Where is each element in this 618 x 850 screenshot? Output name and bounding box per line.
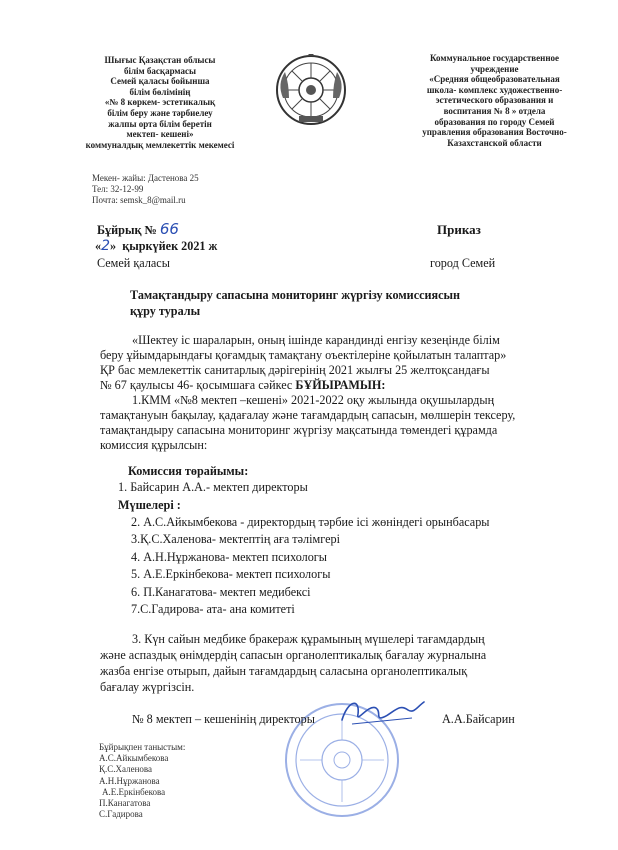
order-city-kz: Семей қаласы xyxy=(97,256,170,270)
contacts xyxy=(92,173,199,206)
point1-line: 1.КММ «№8 мектеп –кешені» 2021-2022 оқу жылында оқушылардың xyxy=(132,393,495,407)
header-right-line: эстетического образования и xyxy=(435,95,554,106)
header-left-line: Шығыс Қазақстан облысы xyxy=(104,55,216,65)
header-left xyxy=(60,55,260,150)
contact-email: Почта: semsk_8@mail.ru xyxy=(92,195,186,205)
order-day: 2 xyxy=(101,238,111,254)
preamble-line: «Шектеу іс шараларын, оның ішінде карандинді енгізу кезеңінде білім xyxy=(132,333,500,347)
order-date-line xyxy=(95,239,217,254)
signature-position: № 8 мектеп – кешенінің директоры xyxy=(132,712,315,726)
header-right-line: учреждение xyxy=(470,63,519,74)
point1-line: комиссия құрылсын: xyxy=(100,438,208,452)
handwritten-signature xyxy=(338,694,428,730)
ack-name: С.Гадирова xyxy=(99,809,143,820)
decree-word: БҰЙЫРАМЫН: xyxy=(295,378,386,392)
member-item: 2. А.С.Айкымбекова - директордың тәрбие ісі жөніндегі орынбасары xyxy=(131,515,490,529)
header-right-line: Коммунальное государственное xyxy=(429,53,560,63)
point3-line: жазба енгізе отырып, дайын тағамдардың саласына органолептикалық xyxy=(100,664,468,678)
chair-heading: Комиссия төрайымы: xyxy=(128,464,249,478)
ack-name: А.Е.Еркінбекова xyxy=(102,786,166,797)
header-left-line: білім беру және тәрбиелеу xyxy=(107,107,213,118)
header-left-line: білім басқармасы xyxy=(123,65,197,76)
order-city-ru: город Семей xyxy=(430,256,496,270)
member-item: 6. П.Канагатова- мектеп медибексі xyxy=(131,585,311,599)
header-right-line: воспитания № 8 » отдела xyxy=(443,105,546,116)
order-day-open: « xyxy=(95,239,102,253)
ack-name: А.С.Айкымбекова xyxy=(99,753,169,764)
point3-line: 3. Күн сайын медбике бракераж құрамының мүшелері тағамдардың xyxy=(132,632,485,646)
ack-heading: Бұйрықпен таныстым: xyxy=(99,742,186,752)
header-left-line: Семей қаласы бойынша xyxy=(110,76,210,87)
header-right-line: образования по городу Семей xyxy=(434,116,555,127)
contact-address: Мекен- жайы: Дастенова 25 xyxy=(92,173,199,183)
signature-name: А.А.Байсарин xyxy=(442,712,515,726)
ack-name: А.Н.Нұржанова xyxy=(99,775,160,786)
state-emblem xyxy=(275,54,347,126)
preamble-line: № 67 қаулысы 46- қосымшаға сәйкес xyxy=(100,378,293,392)
header-left-line: білім бөлімінің xyxy=(129,86,191,97)
header-left-line: жалпы орта білім беретін xyxy=(108,118,212,129)
preamble-last-line xyxy=(100,378,385,393)
header-right-line: управления образования Восточно- xyxy=(422,127,567,138)
title-line: құру туралы xyxy=(130,304,201,318)
header-left-line: мектеп- кешені» xyxy=(126,129,194,140)
header-right-line: «Средняя общеобразовательная xyxy=(429,74,560,85)
point1-line: тамақтануын бақылау, қадағалау және тағамдардың сапасын, мөлшерін тексеру, xyxy=(100,408,516,422)
point1-line: тамақтандыру сапасына мониторинг жүргізу мақсатында төмендегі құрамда xyxy=(100,423,498,437)
order-month-year: қыркүйек 2021 ж xyxy=(122,239,218,253)
order-number: 66 xyxy=(159,220,179,238)
member-item: 4. А.Н.Нұржанова- мектеп психологы xyxy=(131,550,327,564)
member-item: 3.Қ.С.Халенова- мектептің аға тәлімгері xyxy=(131,532,340,546)
header-left-line: «№ 8 көркем- эстетикалық xyxy=(104,97,216,108)
emblem-icon xyxy=(275,54,347,126)
order-label-kz: Бұйрық № xyxy=(97,223,157,237)
header-right-line: школа- комплекс художественно- xyxy=(426,84,563,95)
preamble-line: ҚР бас мемлекеттік санитарлық дәрігерінің 2021 жылғы 25 желтоқсандағы xyxy=(100,363,490,377)
acknowledgement xyxy=(99,742,185,820)
chair-item: 1. Байсарин А.А.- мектеп директоры xyxy=(118,480,308,494)
ack-name: Қ.С.Халенова xyxy=(99,764,153,775)
header-right-line: Казахстанской области xyxy=(447,137,542,148)
members-heading: Мүшелері : xyxy=(118,498,181,512)
title-line: Тамақтандыру сапасына мониторинг жүргізу комиссиясын xyxy=(130,288,461,302)
header-right xyxy=(402,53,587,148)
order-number-line xyxy=(97,222,179,238)
member-item: 7.С.Гадирова- ата- ана комитеті xyxy=(131,602,295,616)
preamble-line: беру ұйымдарындағы қоғамдық тамақтану оъектілеріне қойылатын талаптар» xyxy=(100,348,507,362)
ack-name: П.Канагатова xyxy=(99,798,151,809)
order-day-close: » xyxy=(110,239,117,253)
signature-icon xyxy=(338,694,428,730)
member-item: 5. А.Е.Еркінбекова- мектеп психологы xyxy=(131,567,331,581)
point3-line: бағалау жүргізсін. xyxy=(100,680,195,694)
order-label-ru: Приказ xyxy=(437,222,481,237)
header-left-line: коммуналдық мемлекеттік мекемесі xyxy=(85,139,235,150)
contact-phone: Тел: 32-12-99 xyxy=(92,184,144,194)
point3-line: және аспаздық өнімдердің сапасын органолептикалық бағалау журналына xyxy=(100,648,487,662)
